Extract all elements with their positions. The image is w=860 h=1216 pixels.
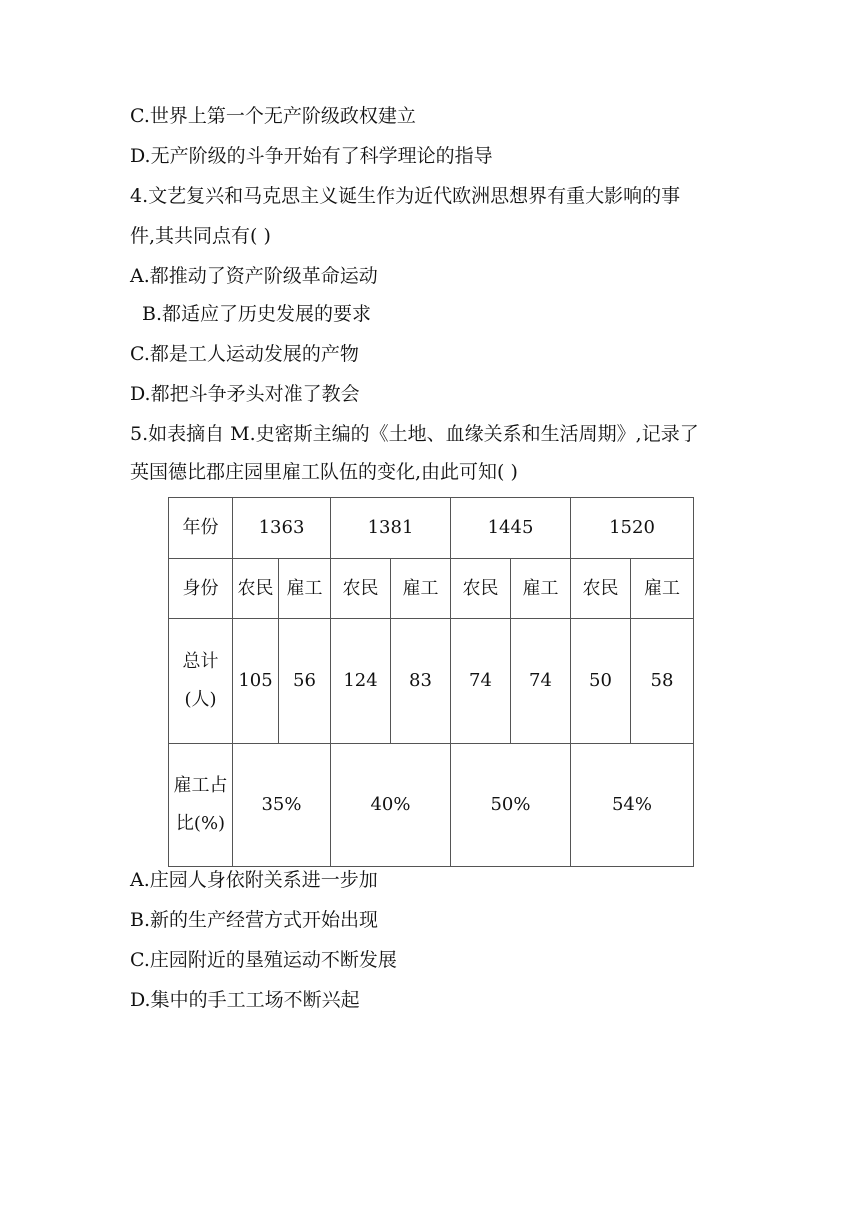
total-label-line-1: 总计	[182, 651, 219, 672]
ratio-cell: 50%	[451, 744, 571, 867]
ratio-label-line-1: 雇工占	[173, 775, 228, 796]
identity-cell: 农民	[571, 559, 631, 619]
table-row-totals	[169, 619, 694, 744]
total-cell: 56	[279, 619, 331, 744]
identity-cell: 农民	[331, 559, 391, 619]
total-cell: 105	[233, 619, 279, 744]
year-cell: 1445	[451, 498, 571, 559]
ratio-cell: 54%	[571, 744, 694, 867]
option-d-q5: D.集中的手工工场不断兴起	[130, 989, 360, 1011]
option-d-q3: D.无产阶级的斗争开始有了科学理论的指导	[130, 145, 493, 167]
year-header-cell: 年份	[169, 498, 233, 559]
option-d-q4: D.都把斗争矛头对准了教会	[130, 383, 360, 405]
table-row-identity	[169, 559, 694, 619]
total-cell: 58	[631, 619, 694, 744]
table-row-ratio	[169, 744, 694, 867]
year-cell: 1363	[233, 498, 331, 559]
identity-cell: 农民	[451, 559, 511, 619]
table-row-years	[169, 498, 694, 559]
ratio-label-line-2: 比(%)	[175, 813, 226, 834]
identity-cell: 雇工	[511, 559, 571, 619]
total-cell: 50	[571, 619, 631, 744]
question-4-stem-line-1: 4.文艺复兴和马克思主义诞生作为近代欧洲思想界有重大影响的事	[130, 185, 681, 207]
question-5-stem-line-2: 英国德比郡庄园里雇工队伍的变化,由此可知( )	[130, 461, 518, 483]
hired-labor-table	[168, 497, 694, 867]
option-c-q3: C.世界上第一个无产阶级政权建立	[130, 105, 416, 127]
ratio-header-cell	[169, 744, 233, 867]
ratio-cell: 35%	[233, 744, 331, 867]
option-b-q5: B.新的生产经营方式开始出现	[130, 909, 379, 931]
total-cell: 74	[511, 619, 571, 744]
identity-header-cell: 身份	[169, 559, 233, 619]
option-a-q5: A.庄园人身依附关系进一步加	[130, 869, 378, 891]
year-cell: 1520	[571, 498, 694, 559]
option-b-q4: B.都适应了历史发展的要求	[142, 303, 372, 325]
total-cell: 74	[451, 619, 511, 744]
year-cell: 1381	[331, 498, 451, 559]
ratio-cell: 40%	[331, 744, 451, 867]
question-5-stem-line-1: 5.如表摘自 M.史密斯主编的《土地、血缘关系和生活周期》,记录了	[130, 423, 699, 445]
identity-cell: 雇工	[631, 559, 694, 619]
option-c-q4: C.都是工人运动发展的产物	[130, 343, 359, 365]
total-label-line-2: (人)	[184, 689, 217, 710]
total-cell: 124	[331, 619, 391, 744]
option-a-q4: A.都推动了资产阶级革命运动	[130, 265, 378, 287]
identity-cell: 雇工	[279, 559, 331, 619]
question-4-stem-line-2: 件,其共同点有( )	[130, 225, 271, 247]
total-cell: 83	[391, 619, 451, 744]
total-header-cell	[169, 619, 233, 744]
identity-cell: 雇工	[391, 559, 451, 619]
identity-cell: 农民	[233, 559, 279, 619]
option-c-q5: C.庄园附近的垦殖运动不断发展	[130, 949, 397, 971]
